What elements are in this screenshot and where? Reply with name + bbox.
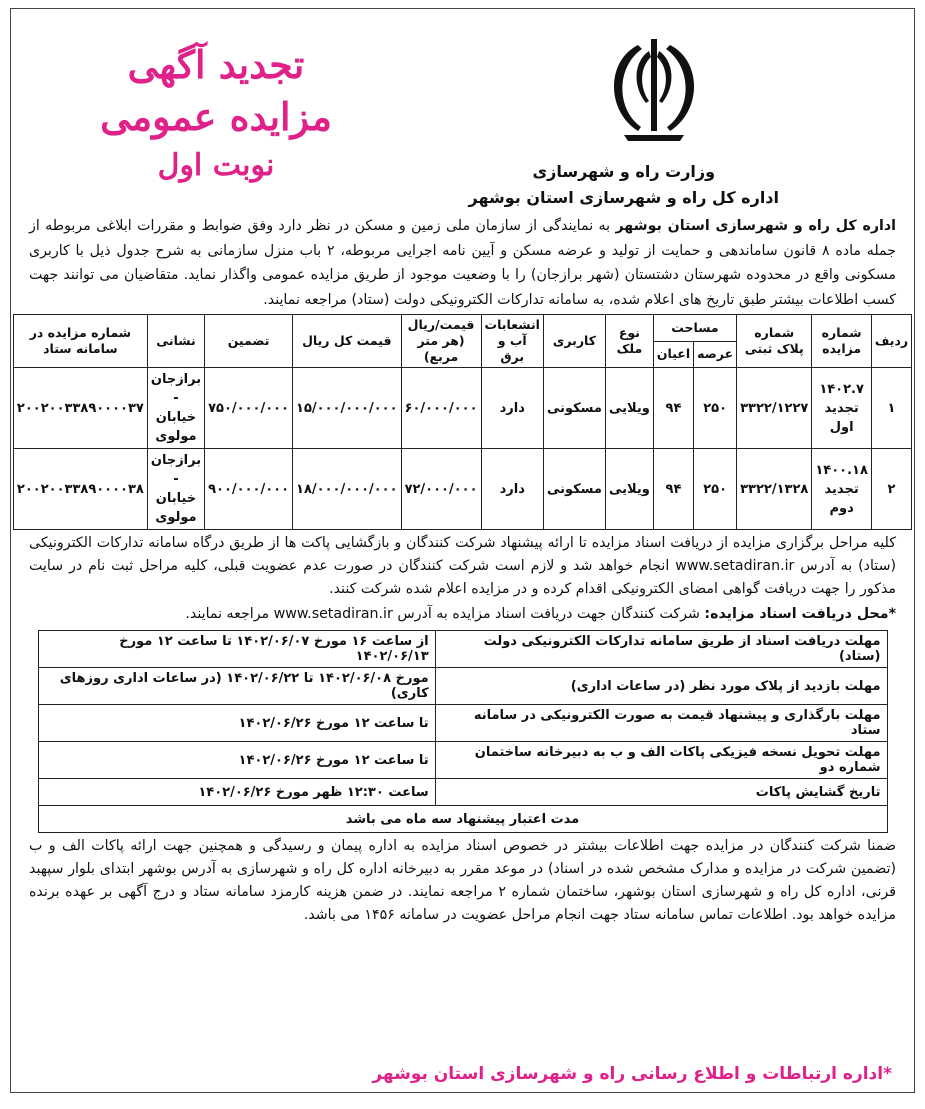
cell-guarantee: ۷۵۰/۰۰۰/۰۰۰ <box>205 368 293 449</box>
col-plate: شماره پلاک ثبتی <box>737 315 812 368</box>
cell-area-building: ۹۴ <box>653 449 693 530</box>
validity-text: مدت اعتبار پیشنهاد سه ماه می باشد <box>38 806 887 833</box>
intro-lead: اداره کل راه و شهرسازی استان بوشهر <box>615 218 896 234</box>
schedule-value: از ساعت ۱۶ مورخ ۱۴۰۲/۰۶/۰۷ تا ساعت ۱۲ مورخ ۱۴۰۲/۰۶/۱۳ <box>38 631 435 668</box>
col-property-type: نوع ملک <box>605 315 653 368</box>
col-address: نشانی <box>147 315 204 368</box>
intro-body: به نمایندگی از سازمان ملی زمین و مسکن در نظر دارد وفق ضوابط و مقررات ابلاغی مربوطه از جمله ماده ۸ قانون ساماندهی و حمایت از تولید و عرضه مسکن و آیین نامه اجرایی مربوطه، ۲ باب منزل سازمانی به شرح جدول ذیل با کاربری مسکونی واقع در محدوده شهرستان دشتستان (شهر برازجان) را با وضعیت موجود از طریق مزایده عمومی واگذار نماید. متقاضیان می توانند جهت کسب اطلاعات بیشتر طبق تاریخ های اعلام شده، به سامانه تدارکات الکترونیکی دولت (ستاد) مراجعه نمایند. <box>29 218 897 308</box>
col-area-land: عرصه <box>694 341 737 368</box>
cell-auction-no: ۱۴۰۰.۱۸ تجدید دوم <box>812 449 872 530</box>
notice-title <box>51 39 381 189</box>
cell-unit-price: ۶۰/۰۰۰/۰۰۰ <box>401 368 481 449</box>
col-usage: کاربری <box>543 315 605 368</box>
col-unit-price: قیمت/ریال (هر متر مربع) <box>401 315 481 368</box>
col-setad-no: شماره مزایده در سامانه ستاد <box>13 315 147 368</box>
schedule-label: مهلت تحویل نسخه فیزیکی پاکات الف و ب به دبیرخانه ساختمان شماره دو <box>435 742 887 779</box>
notice-header <box>11 9 914 214</box>
col-utilities: انشعابات آب و برق <box>481 315 543 368</box>
schedule-row <box>38 668 887 705</box>
ministry-block <box>469 159 780 211</box>
cell-unit-price: ۷۲/۰۰۰/۰۰۰ <box>401 449 481 530</box>
title-line-3: نوبت اول <box>157 148 275 183</box>
footer-credit: *اداره ارتباطات و اطلاع رسانی راه و شهرسازی استان بوشهر <box>372 1064 892 1084</box>
properties-table <box>13 314 912 530</box>
col-area: مساحت <box>653 315 736 342</box>
cell-area-building: ۹۴ <box>653 368 693 449</box>
schedule-value: تا ساعت ۱۲ مورخ ۱۴۰۲/۰۶/۲۶ <box>38 742 435 779</box>
cell-property-type: ویلایی <box>605 368 653 449</box>
cell-usage: مسکونی <box>543 368 605 449</box>
schedule-row <box>38 705 887 742</box>
schedule-label: تاریخ گشایش پاکات <box>435 779 887 806</box>
table-row <box>13 368 911 449</box>
cell-setad-no: ۲۰۰۲۰۰۳۳۸۹۰۰۰۰۳۸ <box>13 449 147 530</box>
cell-plate: ۳۳۲۲/۱۳۲۸ <box>737 449 812 530</box>
docs-notice-body: شرکت کنندگان جهت دریافت اسناد مزایده به آدرس www.setadiran.ir مراجعه نمایند. <box>185 606 705 622</box>
intro-paragraph <box>11 214 914 312</box>
table-header-row <box>13 315 911 342</box>
ministry-name: وزارت راه و شهرسازی <box>532 162 716 181</box>
validity-row <box>38 806 887 833</box>
cell-utilities: دارد <box>481 368 543 449</box>
cell-area-land: ۲۵۰ <box>694 449 737 530</box>
cell-area-land: ۲۵۰ <box>694 368 737 449</box>
cell-utilities: دارد <box>481 449 543 530</box>
schedule-label: مهلت بارگذاری و پیشنهاد قیمت به صورت الکترونیکی در سامانه ستاد <box>435 705 887 742</box>
cell-total-price: ۱۸/۰۰۰/۰۰۰/۰۰۰ <box>293 449 402 530</box>
col-total-price: قیمت کل ریال <box>293 315 402 368</box>
docs-notice-lead: *محل دریافت اسناد مزایده: <box>704 606 896 622</box>
cell-setad-no: ۲۰۰۲۰۰۳۳۸۹۰۰۰۰۳۷ <box>13 368 147 449</box>
schedule-row <box>38 742 887 779</box>
schedule-value: مورخ ۱۴۰۲/۰۶/۰۸ تا ۱۴۰۲/۰۶/۲۲ (در ساعات اداری روزهای کاری) <box>38 668 435 705</box>
cell-guarantee: ۹۰۰/۰۰۰/۰۰۰ <box>205 449 293 530</box>
schedule-value: تا ساعت ۱۲ مورخ ۱۴۰۲/۰۶/۲۶ <box>38 705 435 742</box>
cell-property-type: ویلایی <box>605 449 653 530</box>
iran-emblem-icon <box>594 31 714 151</box>
col-guarantee: تضمین <box>205 315 293 368</box>
schedule-label: مهلت دریافت اسناد از طریق سامانه تدارکات الکترونیکی دولت (ستاد) <box>435 631 887 668</box>
table-row <box>13 449 911 530</box>
schedule-row <box>38 631 887 668</box>
cell-auction-no: ۱۴۰۲.۷ تجدید اول <box>812 368 872 449</box>
cell-address: برازجان - خیابان مولوی <box>147 368 204 449</box>
col-area-building: اعیان <box>653 341 693 368</box>
schedule-row <box>38 779 887 806</box>
schedule-value: ساعت ۱۲:۳۰ ظهر مورخ ۱۴۰۲/۰۶/۲۶ <box>38 779 435 806</box>
auction-notice <box>10 8 915 1093</box>
col-row: ردیف <box>871 315 911 368</box>
closing-paragraph: ضمنا شرکت کنندگان در مزایده جهت اطلاعات بیشتر در خصوص اسناد مزایده به اداره پیمان و رسیدگی و همچنین جهت ارائه پاکات الف و ب (تضمین شرکت در مزایده و مدارک مشخص شده در اسناد) در موعد مقرر به دبیرخانه اداره کل راه و شهرسازی به آدرس بوشهر ابتدای بلوار سپهبد قرنی، اداره کل راه و شهرسازی استان بوشهر، ساختمان شماره ۲ مراجعه نمایند. در ضمن هزینه کارمزد سامانه ستاد و درج آگهی بر عهده برنده مزایده خواهد بود. اطلاعات تماس سامانه ستاد جهت انجام مراحل عضویت در سامانه ۱۴۵۶ می باشد. <box>29 838 896 923</box>
cell-total-price: ۱۵/۰۰۰/۰۰۰/۰۰۰ <box>293 368 402 449</box>
schedule-table <box>38 630 888 833</box>
col-auction-no: شماره مزایده <box>812 315 872 368</box>
directorate-name: اداره کل راه و شهرسازی استان بوشهر <box>468 188 779 207</box>
schedule-label: مهلت بازدید از پلاک مورد نظر (در ساعات اداری) <box>435 668 887 705</box>
docs-notice <box>11 603 914 626</box>
process-paragraph: کلیه مراحل برگزاری مزایده از دریافت اسناد مزایده تا ارائه پیشنهاد شرکت کنندگان و بازگشایی پاکت ها از طریق درگاه سامانه تدارکات الکترونیکی (ستاد) به آدرس www.setadiran.ir انجام خواهد شد و لازم است شرکت کنندگان در صورت عدم عضویت قبلی، کلیه مراحل ثبت نام در سایت مذکور را جهت دریافت گواهی امضای الکترونیکی اقدام کرده و در مزایده اعلام شده شرکت کنند. <box>29 535 896 597</box>
cell-address: برازجان - خیابان مولوی <box>147 449 204 530</box>
cell-usage: مسکونی <box>543 449 605 530</box>
cell-row: ۲ <box>871 449 911 530</box>
cell-plate: ۳۳۲۲/۱۲۲۷ <box>737 368 812 449</box>
title-line-2: مزایده عمومی <box>100 94 332 139</box>
title-line-1: تجدید آگهی <box>127 42 305 87</box>
cell-row: ۱ <box>871 368 911 449</box>
